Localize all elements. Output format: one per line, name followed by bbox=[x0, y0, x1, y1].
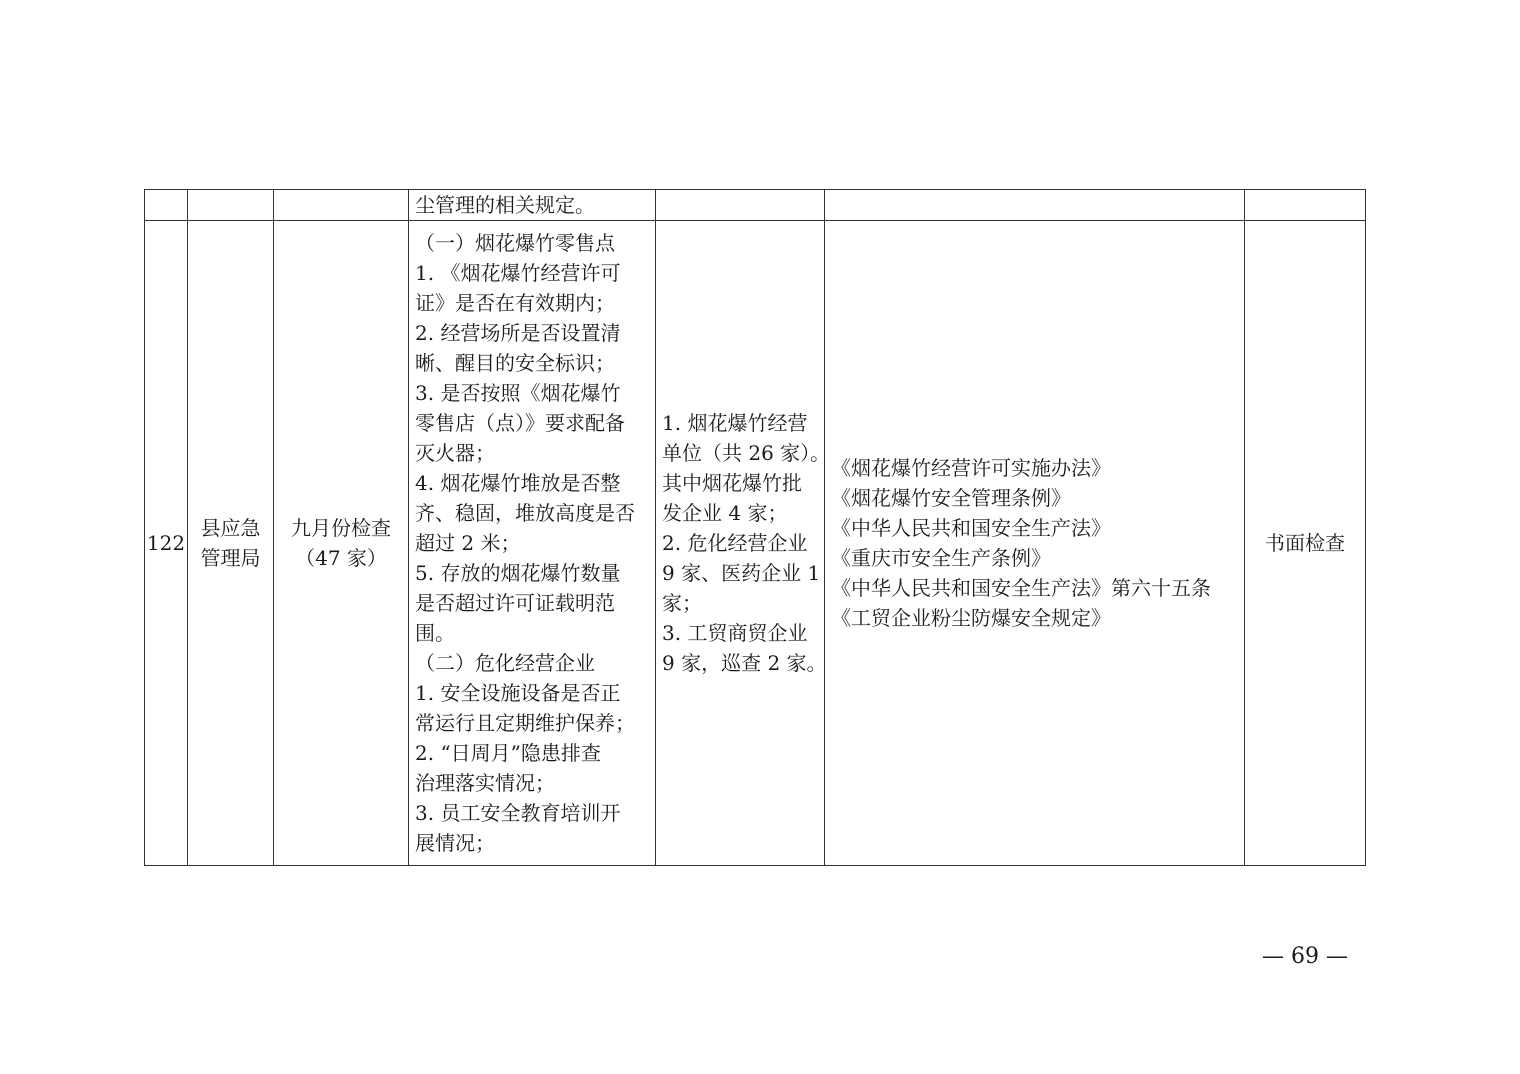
cell-line: 3. 工贸商贸企业 bbox=[662, 621, 808, 645]
cell-line: 管理局 bbox=[200, 546, 261, 570]
cell-line: 1. 烟花爆竹经营 bbox=[662, 411, 808, 435]
page-number: — 69 — bbox=[1262, 944, 1348, 969]
cell-basis bbox=[825, 190, 1245, 221]
cell-line: 家； bbox=[662, 591, 702, 615]
cell-line: 《重庆市安全生产条例》 bbox=[831, 546, 1051, 570]
cell-line: 3. 员工安全教育培训开 bbox=[415, 801, 621, 825]
cell-line: 2. 经营场所是否设置清 bbox=[415, 321, 621, 345]
cell-department bbox=[188, 221, 274, 866]
cell-target bbox=[656, 221, 831, 866]
cell-line: 齐、稳固，堆放高度是否 bbox=[415, 501, 635, 525]
cell-line: 2. “日周月”隐患排查 bbox=[415, 741, 601, 765]
cell-inspection bbox=[274, 221, 409, 866]
cell-line: 《中华人民共和国安全生产法》 bbox=[831, 516, 1111, 540]
cell-line: 常运行且定期维护保养； bbox=[415, 711, 635, 735]
cell-line: 《工贸企业粉尘防爆安全规定》 bbox=[831, 606, 1111, 630]
cell-number bbox=[145, 190, 188, 221]
cell-line: （一）烟花爆竹零售点 bbox=[415, 231, 615, 255]
cell-line: 9 家、医药企业 1 bbox=[662, 561, 821, 585]
table-row-122 bbox=[145, 221, 1366, 866]
cell-line: 九月份检查 bbox=[291, 516, 391, 540]
cell-line: 《烟花爆竹经营许可实施办法》 bbox=[831, 456, 1111, 480]
cell-line: （47 家） bbox=[295, 546, 387, 570]
cell-method: 书面检查 bbox=[1245, 221, 1366, 866]
cell-line: 零售店（点）》要求配备 bbox=[415, 411, 625, 435]
cell-line: 其中烟花爆竹批 bbox=[662, 471, 802, 495]
cell-line: 晰、醒目的安全标识； bbox=[415, 351, 615, 375]
cell-department bbox=[188, 190, 274, 221]
cell-line: 4. 烟花爆竹堆放是否整 bbox=[415, 471, 621, 495]
cell-line: 5. 存放的烟花爆竹数量 bbox=[415, 561, 621, 585]
cell-line: 治理落实情况； bbox=[415, 771, 555, 795]
cell-basis bbox=[825, 221, 1245, 866]
cell-line: 灭火器； bbox=[415, 441, 495, 465]
cell-line: 展情况； bbox=[415, 831, 495, 855]
cell-line: 《烟花爆竹安全管理条例》 bbox=[831, 486, 1071, 510]
cell-line: 尘管理的相关规定。 bbox=[415, 193, 595, 217]
cell-line: 《中华人民共和国安全生产法》第六十五条 bbox=[831, 576, 1211, 600]
cell-content bbox=[409, 221, 656, 866]
cell-line: 是否超过许可证载明范 bbox=[415, 591, 615, 615]
cell-inspection bbox=[274, 190, 409, 221]
cell-line: 1. 《烟花爆竹经营许可 bbox=[415, 261, 621, 285]
cell-number: 122 bbox=[145, 221, 188, 866]
cell-line: 3. 是否按照《烟花爆竹 bbox=[415, 381, 621, 405]
cell-target bbox=[656, 190, 825, 221]
cell-line: 9 家，巡查 2 家。 bbox=[662, 651, 827, 675]
cell-content bbox=[409, 190, 656, 221]
table-row-continuation bbox=[145, 190, 1366, 221]
cell-line: 发企业 4 家； bbox=[662, 501, 788, 525]
cell-line: 县应急 bbox=[200, 516, 261, 540]
cell-line: 单位（共 26 家）。 bbox=[662, 441, 831, 465]
inspection-table bbox=[144, 189, 1366, 866]
cell-line: 围。 bbox=[415, 621, 455, 645]
cell-line: （二）危化经营企业 bbox=[415, 651, 595, 675]
cell-line: 2. 危化经营企业 bbox=[662, 531, 808, 555]
cell-line: 证》是否在有效期内； bbox=[415, 291, 615, 315]
cell-method bbox=[1245, 190, 1366, 221]
cell-line: 1. 安全设施设备是否正 bbox=[415, 681, 621, 705]
cell-line: 超过 2 米； bbox=[415, 531, 521, 555]
